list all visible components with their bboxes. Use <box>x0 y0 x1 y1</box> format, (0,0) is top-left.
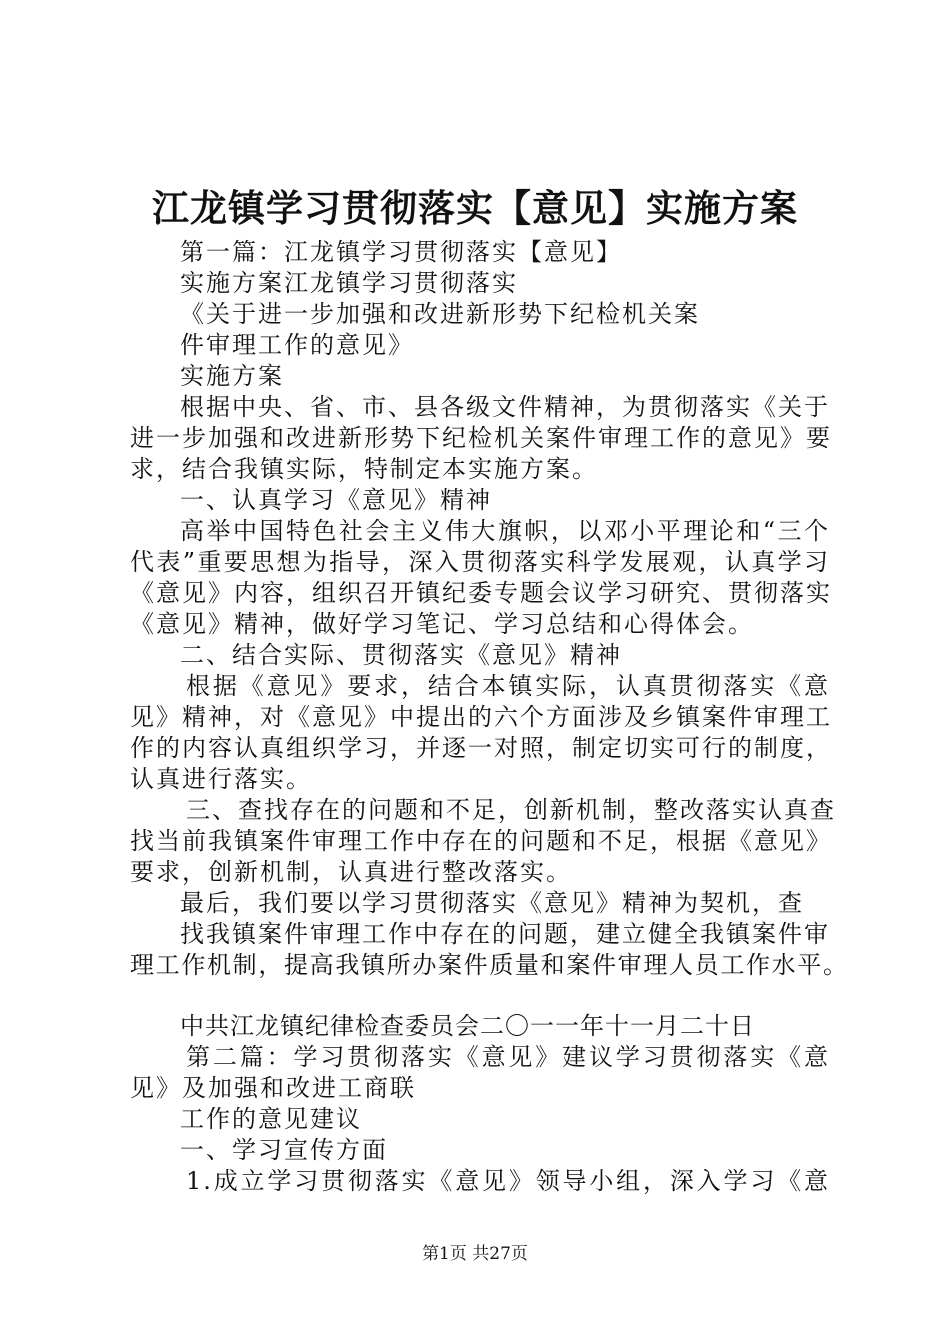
body-line: 《意见》内容，组织召开镇纪委专题会议学习研究、贯彻落实 <box>130 579 832 607</box>
body-line: 实施方案江龙镇学习贯彻落实 <box>180 269 518 297</box>
body-line: 进一步加强和改进新形势下纪检机关案件审理工作的意见》要 <box>130 424 832 452</box>
body-line: 见》精神，对《意见》中提出的六个方面涉及乡镇案件审理工 <box>130 703 832 731</box>
page-number: 第1页 共27页 <box>422 1244 528 1264</box>
body-line: 作的内容认真组织学习，并逐一对照，制定切实可行的制度， <box>130 734 832 762</box>
body-line: 最后，我们要以学习贯彻落实《意见》精神为契机，查 <box>180 889 804 917</box>
body-line: 代表”重要思想为指导，深入贯彻落实科学发展观，认真学习 <box>130 548 830 576</box>
body-line: 理工作机制，提高我镇所办案件质量和案件审理人员工作水平。 <box>130 951 848 979</box>
document-title: 江龙镇学习贯彻落实【意见】实施方案 <box>152 186 798 230</box>
section-heading: 第二篇：学习贯彻落实《意见》建议学习贯彻落实《意 <box>186 1043 830 1071</box>
body-line: 《关于进一步加强和改进新形势下纪检机关案 <box>180 300 700 328</box>
body-line: 《意见》精神，做好学习笔记、学习总结和心得体会。 <box>130 610 754 638</box>
section-heading: 二、结合实际、贯彻落实《意见》精神 <box>180 641 622 669</box>
signature-line: 中共江龙镇纪律检查委员会二〇一一年十一月二十日 <box>180 1012 755 1040</box>
body-line: 实施方案 <box>180 362 284 390</box>
body-line: 根据中央、省、市、县各级文件精神，为贯彻落实《关于 <box>180 393 830 421</box>
body-line: 求，结合我镇实际，特制定本实施方案。 <box>130 455 598 483</box>
body-line: 根据《意见》要求，结合本镇实际，认真贯彻落实《意 <box>186 672 830 700</box>
body-line: 要求，创新机制，认真进行整改落实。 <box>130 858 572 886</box>
body-line: 见》及加强和改进工商联 <box>130 1074 416 1102</box>
body-line: 第一篇：江龙镇学习贯彻落实【意见】 <box>180 238 622 266</box>
section-heading: 一、学习宣传方面 <box>180 1136 388 1164</box>
section-heading: 一、认真学习《意见》精神 <box>180 486 492 514</box>
body-line: 件审理工作的意见》 <box>180 331 414 359</box>
body-line: 三、查找存在的问题和不足，创新机制，整改落实认真查 <box>186 796 836 824</box>
body-line: 工作的意见建议 <box>180 1105 362 1133</box>
body-line: 1.成立学习贯彻落实《意见》领导小组，深入学习《意 <box>186 1167 830 1195</box>
body-line: 找我镇案件审理工作中存在的问题，建立健全我镇案件审 <box>180 920 830 948</box>
body-line: 找当前我镇案件审理工作中存在的问题和不足，根据《意见》 <box>130 827 832 855</box>
body-line: 高举中国特色社会主义伟大旗帜，以邓小平理论和“三个 <box>180 517 830 545</box>
body-line: 认真进行落实。 <box>130 765 312 793</box>
